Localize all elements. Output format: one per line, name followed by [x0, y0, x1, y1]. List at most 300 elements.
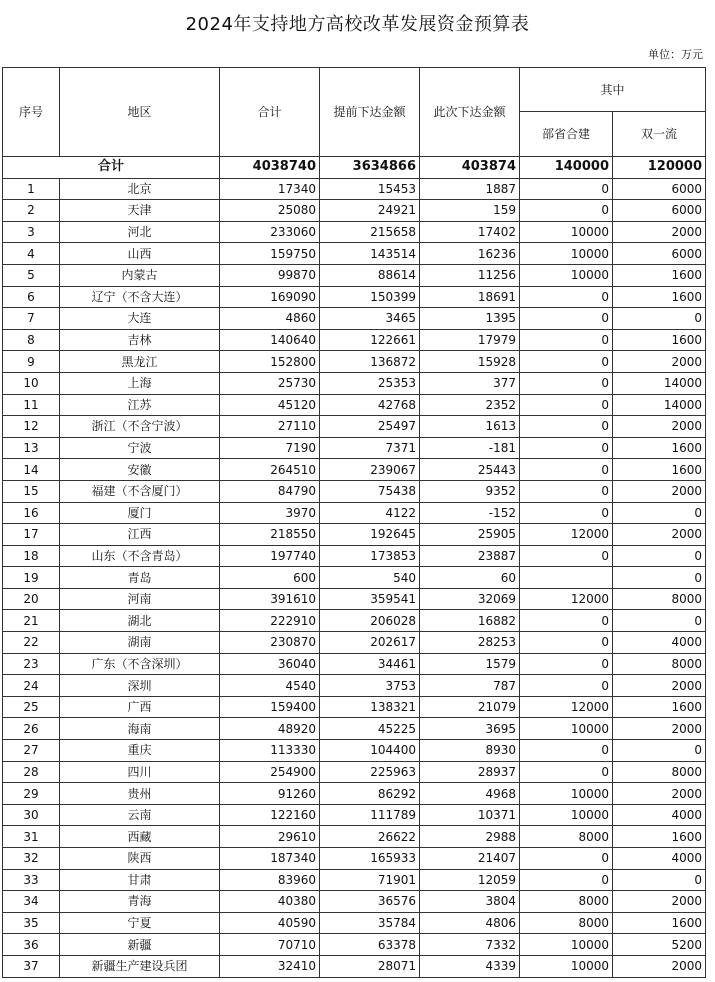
current-value-cell: -181: [420, 437, 520, 459]
double-first-value-cell: 8000: [613, 761, 706, 783]
current-value-cell: 11256: [420, 264, 520, 286]
table-row: [3, 178, 706, 200]
table-row: [3, 826, 706, 848]
region-cell: 青岛: [60, 567, 220, 589]
ministry-prov-value-cell: 10000: [520, 264, 613, 286]
current-value-cell: 18691: [420, 286, 520, 308]
double-first-value-cell: 8000: [613, 588, 706, 610]
region-cell: 上海: [60, 372, 220, 394]
current-value-cell: 10371: [420, 804, 520, 826]
advance-value-cell: 173853: [320, 545, 420, 567]
ministry-prov-value-cell: 0: [520, 761, 613, 783]
ministry-prov-value-cell: 12000: [520, 696, 613, 718]
region-cell: 陕西: [60, 848, 220, 870]
total-current-cell: 403874: [420, 157, 520, 179]
region-cell: 贵州: [60, 783, 220, 805]
seq-cell: 1: [3, 178, 60, 200]
region-cell: 山西: [60, 243, 220, 265]
double-first-value-cell: 2000: [613, 524, 706, 546]
advance-value-cell: 28071: [320, 955, 420, 977]
ministry-prov-value-cell: 10000: [520, 783, 613, 805]
table-row: [3, 545, 706, 567]
current-value-cell: 2352: [420, 394, 520, 416]
table-row: [3, 351, 706, 373]
region-cell: 内蒙古: [60, 264, 220, 286]
total-value-cell: 169090: [220, 286, 320, 308]
advance-value-cell: 36576: [320, 891, 420, 913]
region-cell: 浙江（不含宁波）: [60, 416, 220, 438]
total-value-cell: 4860: [220, 308, 320, 330]
table-row: [3, 221, 706, 243]
advance-value-cell: 111789: [320, 804, 420, 826]
total-value-cell: 40590: [220, 912, 320, 934]
table-row: [3, 502, 706, 524]
ministry-prov-value-cell: 10000: [520, 243, 613, 265]
double-first-value-cell: 0: [613, 502, 706, 524]
table-row: [3, 632, 706, 654]
advance-value-cell: 25497: [320, 416, 420, 438]
double-first-value-cell: 2000: [613, 955, 706, 977]
double-first-value-cell: 0: [613, 567, 706, 589]
advance-value-cell: 165933: [320, 848, 420, 870]
ministry-prov-value-cell: 0: [520, 178, 613, 200]
table-row: [3, 588, 706, 610]
current-value-cell: 23887: [420, 545, 520, 567]
advance-value-cell: 202617: [320, 632, 420, 654]
total-value-cell: 600: [220, 567, 320, 589]
total-value-cell: 218550: [220, 524, 320, 546]
advance-value-cell: 3753: [320, 675, 420, 697]
seq-cell: 15: [3, 480, 60, 502]
double-first-value-cell: 2000: [613, 221, 706, 243]
double-first-value-cell: 1600: [613, 826, 706, 848]
total-value-cell: 159400: [220, 696, 320, 718]
ministry-prov-value-cell: 0: [520, 372, 613, 394]
seq-cell: 12: [3, 416, 60, 438]
double-first-value-cell: 0: [613, 610, 706, 632]
region-cell: 江苏: [60, 394, 220, 416]
current-value-cell: 377: [420, 372, 520, 394]
region-cell: 江西: [60, 524, 220, 546]
double-first-value-cell: 1600: [613, 264, 706, 286]
seq-cell: 33: [3, 869, 60, 891]
current-value-cell: -152: [420, 502, 520, 524]
total-value-cell: 233060: [220, 221, 320, 243]
region-cell: 天津: [60, 200, 220, 222]
seq-cell: 10: [3, 372, 60, 394]
seq-cell: 5: [3, 264, 60, 286]
double-first-value-cell: 14000: [613, 372, 706, 394]
ministry-prov-value-cell: 0: [520, 394, 613, 416]
double-first-value-cell: 8000: [613, 653, 706, 675]
advance-value-cell: 75438: [320, 480, 420, 502]
ministry-prov-value-cell: 12000: [520, 588, 613, 610]
total-value-cell: 45120: [220, 394, 320, 416]
region-cell: 吉林: [60, 329, 220, 351]
current-value-cell: 21407: [420, 848, 520, 870]
seq-cell: 28: [3, 761, 60, 783]
header-double-first: 双一流: [613, 112, 706, 157]
seq-cell: 20: [3, 588, 60, 610]
table-row: [3, 869, 706, 891]
table-row: [3, 955, 706, 977]
ministry-prov-value-cell: 0: [520, 632, 613, 654]
seq-cell: 9: [3, 351, 60, 373]
ministry-prov-value-cell: 0: [520, 869, 613, 891]
ministry-prov-value-cell: 10000: [520, 804, 613, 826]
ministry-prov-value-cell: 0: [520, 480, 613, 502]
total-value-cell: 29610: [220, 826, 320, 848]
double-first-value-cell: 2000: [613, 480, 706, 502]
ministry-prov-value-cell: 0: [520, 329, 613, 351]
region-cell: 宁夏: [60, 912, 220, 934]
region-cell: 云南: [60, 804, 220, 826]
region-cell: 厦门: [60, 502, 220, 524]
total-value-cell: 32410: [220, 955, 320, 977]
double-first-value-cell: 2000: [613, 783, 706, 805]
current-value-cell: 787: [420, 675, 520, 697]
seq-cell: 30: [3, 804, 60, 826]
advance-value-cell: 71901: [320, 869, 420, 891]
seq-cell: 16: [3, 502, 60, 524]
seq-cell: 25: [3, 696, 60, 718]
seq-cell: 35: [3, 912, 60, 934]
advance-value-cell: 3465: [320, 308, 420, 330]
seq-cell: 17: [3, 524, 60, 546]
ministry-prov-value-cell: 12000: [520, 524, 613, 546]
double-first-value-cell: 4000: [613, 804, 706, 826]
table-row: [3, 416, 706, 438]
current-value-cell: 4968: [420, 783, 520, 805]
seq-cell: 26: [3, 718, 60, 740]
current-value-cell: 1887: [420, 178, 520, 200]
seq-cell: 31: [3, 826, 60, 848]
total-value-cell: 48920: [220, 718, 320, 740]
total-value-cell: 99870: [220, 264, 320, 286]
seq-cell: 6: [3, 286, 60, 308]
seq-cell: 36: [3, 934, 60, 956]
region-cell: 湖南: [60, 632, 220, 654]
header-total: 合计: [220, 68, 320, 157]
current-value-cell: 17979: [420, 329, 520, 351]
table-row: [3, 480, 706, 502]
double-first-value-cell: 1600: [613, 437, 706, 459]
unit-label: 单位：万元: [648, 48, 703, 61]
seq-cell: 27: [3, 740, 60, 762]
table-row: [3, 783, 706, 805]
document-title: 2024年支持地方高校改革发展资金预算表: [185, 14, 530, 35]
total-row: [3, 157, 706, 179]
double-first-value-cell: 4000: [613, 632, 706, 654]
double-first-value-cell: 1600: [613, 459, 706, 481]
ministry-prov-value-cell: 0: [520, 286, 613, 308]
header-advance: 提前下达金额: [320, 68, 420, 157]
total-value-cell: 197740: [220, 545, 320, 567]
seq-cell: 3: [3, 221, 60, 243]
current-value-cell: 9352: [420, 480, 520, 502]
total-ministry-prov-cell: 140000: [520, 157, 613, 179]
total-value-cell: 122160: [220, 804, 320, 826]
current-value-cell: 32069: [420, 588, 520, 610]
region-cell: 广东（不含深圳）: [60, 653, 220, 675]
double-first-value-cell: 2000: [613, 416, 706, 438]
ministry-prov-value-cell: 0: [520, 200, 613, 222]
advance-value-cell: 192645: [320, 524, 420, 546]
region-cell: 河南: [60, 588, 220, 610]
double-first-value-cell: 2000: [613, 351, 706, 373]
total-value-cell: 25080: [220, 200, 320, 222]
total-cell: 4038740: [220, 157, 320, 179]
total-value-cell: 3970: [220, 502, 320, 524]
advance-value-cell: 24921: [320, 200, 420, 222]
current-value-cell: 2988: [420, 826, 520, 848]
ministry-prov-value-cell: 0: [520, 545, 613, 567]
ministry-prov-value-cell: 10000: [520, 955, 613, 977]
table-row: [3, 934, 706, 956]
seq-cell: 18: [3, 545, 60, 567]
table-row: [3, 329, 706, 351]
advance-value-cell: 150399: [320, 286, 420, 308]
advance-value-cell: 136872: [320, 351, 420, 373]
total-label: 合计: [3, 157, 220, 179]
table-row: [3, 286, 706, 308]
current-value-cell: 16882: [420, 610, 520, 632]
region-cell: 北京: [60, 178, 220, 200]
region-cell: 深圳: [60, 675, 220, 697]
current-value-cell: 1579: [420, 653, 520, 675]
total-value-cell: 152800: [220, 351, 320, 373]
advance-value-cell: 88614: [320, 264, 420, 286]
table-row: [3, 437, 706, 459]
total-value-cell: 91260: [220, 783, 320, 805]
current-value-cell: 28253: [420, 632, 520, 654]
double-first-value-cell: 14000: [613, 394, 706, 416]
current-value-cell: 4806: [420, 912, 520, 934]
double-first-value-cell: 2000: [613, 891, 706, 913]
total-value-cell: 140640: [220, 329, 320, 351]
seq-cell: 34: [3, 891, 60, 913]
ministry-prov-value-cell: 8000: [520, 891, 613, 913]
ministry-prov-value-cell: 0: [520, 308, 613, 330]
seq-cell: 21: [3, 610, 60, 632]
table-row: [3, 653, 706, 675]
total-value-cell: 187340: [220, 848, 320, 870]
current-value-cell: 4339: [420, 955, 520, 977]
advance-value-cell: 206028: [320, 610, 420, 632]
ministry-prov-value-cell: 10000: [520, 718, 613, 740]
region-cell: 广西: [60, 696, 220, 718]
ministry-prov-value-cell: [520, 567, 613, 589]
table-row: [3, 264, 706, 286]
region-cell: 大连: [60, 308, 220, 330]
double-first-value-cell: 1600: [613, 329, 706, 351]
advance-value-cell: 86292: [320, 783, 420, 805]
region-cell: 青海: [60, 891, 220, 913]
region-cell: 山东（不含青岛）: [60, 545, 220, 567]
advance-value-cell: 35784: [320, 912, 420, 934]
region-cell: 新疆: [60, 934, 220, 956]
ministry-prov-value-cell: 0: [520, 459, 613, 481]
ministry-prov-value-cell: 10000: [520, 934, 613, 956]
ministry-prov-value-cell: 0: [520, 610, 613, 632]
advance-value-cell: 7371: [320, 437, 420, 459]
ministry-prov-value-cell: 0: [520, 502, 613, 524]
region-cell: 甘肃: [60, 869, 220, 891]
current-value-cell: 7332: [420, 934, 520, 956]
double-first-value-cell: 6000: [613, 243, 706, 265]
double-first-value-cell: 6000: [613, 200, 706, 222]
seq-cell: 29: [3, 783, 60, 805]
region-cell: 河北: [60, 221, 220, 243]
total-value-cell: 230870: [220, 632, 320, 654]
current-value-cell: 25443: [420, 459, 520, 481]
total-value-cell: 40380: [220, 891, 320, 913]
current-value-cell: 3804: [420, 891, 520, 913]
advance-value-cell: 225963: [320, 761, 420, 783]
current-value-cell: 1613: [420, 416, 520, 438]
total-value-cell: 36040: [220, 653, 320, 675]
total-value-cell: 70710: [220, 934, 320, 956]
double-first-value-cell: 0: [613, 308, 706, 330]
region-cell: 福建（不含厦门）: [60, 480, 220, 502]
table-row: [3, 761, 706, 783]
advance-value-cell: 25353: [320, 372, 420, 394]
region-cell: 湖北: [60, 610, 220, 632]
current-value-cell: 17402: [420, 221, 520, 243]
double-first-value-cell: 0: [613, 545, 706, 567]
total-value-cell: 159750: [220, 243, 320, 265]
advance-value-cell: 122661: [320, 329, 420, 351]
double-first-value-cell: 1600: [613, 912, 706, 934]
region-cell: 新疆生产建设兵团: [60, 955, 220, 977]
seq-cell: 19: [3, 567, 60, 589]
total-double-first-cell: 120000: [613, 157, 706, 179]
region-cell: 安徽: [60, 459, 220, 481]
seq-cell: 22: [3, 632, 60, 654]
total-value-cell: 27110: [220, 416, 320, 438]
advance-value-cell: 138321: [320, 696, 420, 718]
table-row: [3, 718, 706, 740]
seq-cell: 7: [3, 308, 60, 330]
table-row: [3, 394, 706, 416]
table-row: [3, 372, 706, 394]
seq-cell: 32: [3, 848, 60, 870]
table-row: [3, 308, 706, 330]
header-ministry-prov: 部省合建: [520, 112, 613, 157]
double-first-value-cell: 1600: [613, 286, 706, 308]
double-first-value-cell: 1600: [613, 696, 706, 718]
region-cell: 四川: [60, 761, 220, 783]
table-row: [3, 610, 706, 632]
region-cell: 黑龙江: [60, 351, 220, 373]
double-first-value-cell: 2000: [613, 718, 706, 740]
region-cell: 重庆: [60, 740, 220, 762]
table-row: [3, 804, 706, 826]
advance-value-cell: 239067: [320, 459, 420, 481]
seq-cell: 14: [3, 459, 60, 481]
total-value-cell: 84790: [220, 480, 320, 502]
total-value-cell: 113330: [220, 740, 320, 762]
advance-value-cell: 359541: [320, 588, 420, 610]
total-value-cell: 391610: [220, 588, 320, 610]
seq-cell: 11: [3, 394, 60, 416]
table-row: [3, 243, 706, 265]
advance-value-cell: 215658: [320, 221, 420, 243]
ministry-prov-value-cell: 0: [520, 675, 613, 697]
header-seq: 序号: [3, 68, 60, 157]
current-value-cell: 28937: [420, 761, 520, 783]
total-value-cell: 17340: [220, 178, 320, 200]
current-value-cell: 3695: [420, 718, 520, 740]
table-row: [3, 696, 706, 718]
double-first-value-cell: 5200: [613, 934, 706, 956]
ministry-prov-value-cell: 0: [520, 416, 613, 438]
header-of-which: 其中: [520, 68, 706, 112]
table-row: [3, 675, 706, 697]
region-cell: 辽宁（不含大连）: [60, 286, 220, 308]
ministry-prov-value-cell: 0: [520, 848, 613, 870]
region-cell: 宁波: [60, 437, 220, 459]
seq-cell: 24: [3, 675, 60, 697]
current-value-cell: 159: [420, 200, 520, 222]
total-value-cell: 264510: [220, 459, 320, 481]
seq-cell: 23: [3, 653, 60, 675]
advance-value-cell: 45225: [320, 718, 420, 740]
table-row: [3, 567, 706, 589]
table-row: [3, 848, 706, 870]
region-cell: 海南: [60, 718, 220, 740]
ministry-prov-value-cell: 0: [520, 653, 613, 675]
advance-value-cell: 26622: [320, 826, 420, 848]
current-value-cell: 25905: [420, 524, 520, 546]
seq-cell: 37: [3, 955, 60, 977]
current-value-cell: 12059: [420, 869, 520, 891]
total-value-cell: 254900: [220, 761, 320, 783]
advance-value-cell: 34461: [320, 653, 420, 675]
seq-cell: 2: [3, 200, 60, 222]
ministry-prov-value-cell: 0: [520, 351, 613, 373]
double-first-value-cell: 4000: [613, 848, 706, 870]
advance-value-cell: 104400: [320, 740, 420, 762]
table-row: [3, 459, 706, 481]
current-value-cell: 16236: [420, 243, 520, 265]
header-row: [3, 68, 706, 112]
current-value-cell: 8930: [420, 740, 520, 762]
table-row: [3, 200, 706, 222]
current-value-cell: 21079: [420, 696, 520, 718]
current-value-cell: 60: [420, 567, 520, 589]
total-value-cell: 83960: [220, 869, 320, 891]
table-row: [3, 891, 706, 913]
double-first-value-cell: 2000: [613, 675, 706, 697]
header-region: 地区: [60, 68, 220, 157]
region-cell: 西藏: [60, 826, 220, 848]
header-current: 此次下达金额: [420, 68, 520, 157]
ministry-prov-value-cell: 10000: [520, 221, 613, 243]
double-first-value-cell: 0: [613, 869, 706, 891]
total-value-cell: 222910: [220, 610, 320, 632]
advance-value-cell: 143514: [320, 243, 420, 265]
seq-cell: 4: [3, 243, 60, 265]
current-value-cell: 15928: [420, 351, 520, 373]
advance-value-cell: 540: [320, 567, 420, 589]
ministry-prov-value-cell: 0: [520, 740, 613, 762]
seq-cell: 13: [3, 437, 60, 459]
advance-value-cell: 4122: [320, 502, 420, 524]
advance-value-cell: 42768: [320, 394, 420, 416]
double-first-value-cell: 6000: [613, 178, 706, 200]
advance-value-cell: 63378: [320, 934, 420, 956]
